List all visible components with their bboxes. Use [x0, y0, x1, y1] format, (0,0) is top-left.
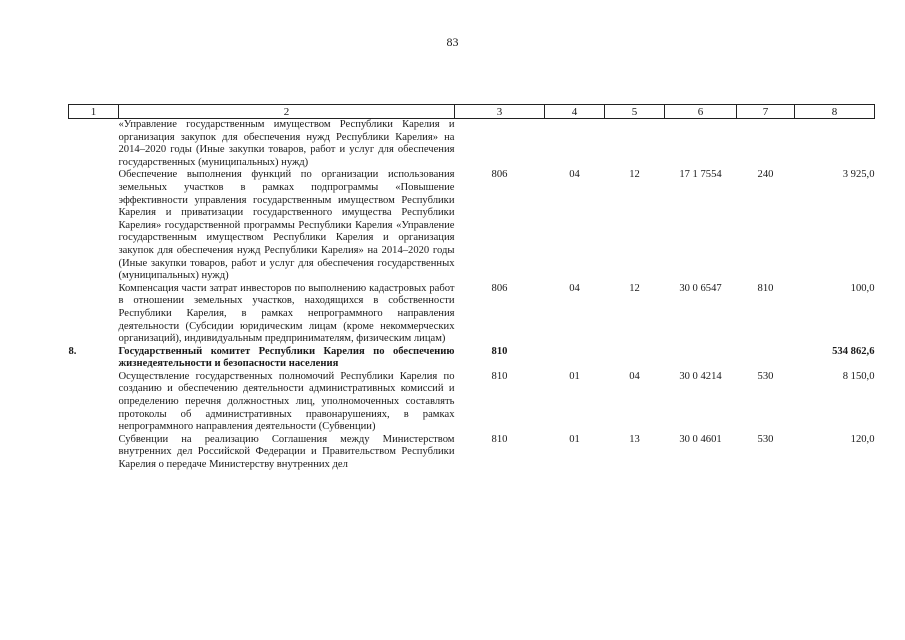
- table-row: [69, 119, 875, 170]
- page-number: 83: [446, 35, 459, 49]
- table-row: [69, 371, 875, 434]
- table-row: [69, 169, 875, 282]
- row-number: [69, 283, 119, 346]
- table-row: [69, 346, 875, 371]
- section-code: [545, 346, 605, 371]
- row-number: [69, 434, 119, 472]
- column-header: 6: [665, 105, 737, 119]
- row-number: [69, 169, 119, 282]
- amount: 534 862,6: [832, 345, 875, 357]
- target-article-code: 30 0 4214: [679, 370, 722, 382]
- target-article-code: 30 0 4601: [679, 433, 722, 445]
- amount: 3 925,0: [842, 169, 875, 181]
- row-name: Государственный комитет Республики Карелия по обеспечению жизнедеятельности и безопасности населения: [118, 345, 455, 370]
- amount: 100,0: [850, 282, 875, 294]
- column-header: 4: [545, 105, 605, 119]
- row-name: Осуществление государственных полномочий Республики Карелия по созданию и обеспечению деятельности административных комиссий и определению перечня должностных лиц, уполномоченных составлять протоколы об административных правонарушениях, в рамках непрограммного направления деятельности (Субвенции): [118, 370, 455, 433]
- section-code: 01: [569, 370, 580, 382]
- expense-type-code: 240: [757, 169, 774, 181]
- expense-type-code: 530: [757, 433, 774, 445]
- table-row: [69, 434, 875, 472]
- column-header: 7: [737, 105, 795, 119]
- admin-code: 806: [491, 169, 508, 181]
- row-number: 8.: [68, 345, 77, 357]
- target-article-code: [665, 346, 737, 371]
- subsection-code: [605, 119, 665, 170]
- target-article-code: [665, 119, 737, 170]
- expense-type-code: 530: [757, 370, 774, 382]
- budget-table: [68, 104, 875, 472]
- expense-type-code: [737, 346, 795, 371]
- admin-code: 810: [491, 370, 508, 382]
- admin-code: 810: [491, 433, 508, 445]
- row-number: [69, 119, 119, 170]
- admin-code: [455, 119, 545, 170]
- subsection-code: 12: [629, 169, 640, 181]
- amount: 120,0: [850, 433, 875, 445]
- column-header: 1: [69, 105, 119, 119]
- column-header: 5: [605, 105, 665, 119]
- subsection-code: [605, 346, 665, 371]
- column-header: 8: [795, 105, 875, 119]
- section-code: 01: [569, 433, 580, 445]
- amount: 8 150,0: [842, 370, 875, 382]
- row-name: «Управление государственным имуществом Республики Карелия и организация закупок для обеспечения нужд Республики Карелия» на 2014–2020 годы (Иные закупки товаров, работ и услуг для обеспечения государственных (муниципальных) нужд): [118, 119, 455, 168]
- target-article-code: 17 1 7554: [679, 169, 722, 181]
- subsection-code: 13: [629, 433, 640, 445]
- row-name: Субвенции на реализацию Соглашения между Министерством внутренних дел Российской Федерации и Правительством Республики Карелия о передаче Министерству внутренних дел: [118, 433, 455, 471]
- table-header-row: [69, 105, 875, 119]
- column-header: 3: [455, 105, 545, 119]
- section-code: 04: [569, 282, 580, 294]
- subsection-code: 04: [629, 370, 640, 382]
- row-name: Компенсация части затрат инвесторов по выполнению кадастровых работ в отношении земельных участков, находящихся в собственности Республики Карелия, в рамках непрограммного направления деятельности (Субсидии юридическим лицам (кроме некоммерческих организаций), индивидуальным предпринимателям, физическим лицам): [118, 282, 455, 345]
- admin-code: 806: [491, 282, 508, 294]
- admin-code: 810: [491, 345, 508, 357]
- column-header: 2: [119, 105, 455, 119]
- amount: [795, 119, 875, 170]
- target-article-code: 30 0 6547: [679, 282, 722, 294]
- section-code: 04: [569, 169, 580, 181]
- row-number: [69, 371, 119, 434]
- section-code: [545, 119, 605, 170]
- expense-type-code: [737, 119, 795, 170]
- table-body: [69, 119, 875, 472]
- row-name: Обеспечение выполнения функций по организации использования земельных участков в рамках подпрограммы «Повышение эффективности управления государственным имуществом Республики Карелия и приватизации государственного имущества Республики Карелия» государственной программы Республики Карелия «Управление государственным имуществом Республики Карелия и организация закупок для обеспечения нужд Республики Карелия» на 2014–2020 годы (Иные закупки товаров, работ и услуг для обеспечения государственных (муниципальных) нужд): [118, 169, 455, 282]
- subsection-code: 12: [629, 282, 640, 294]
- expense-type-code: 810: [757, 282, 774, 294]
- table-row: [69, 283, 875, 346]
